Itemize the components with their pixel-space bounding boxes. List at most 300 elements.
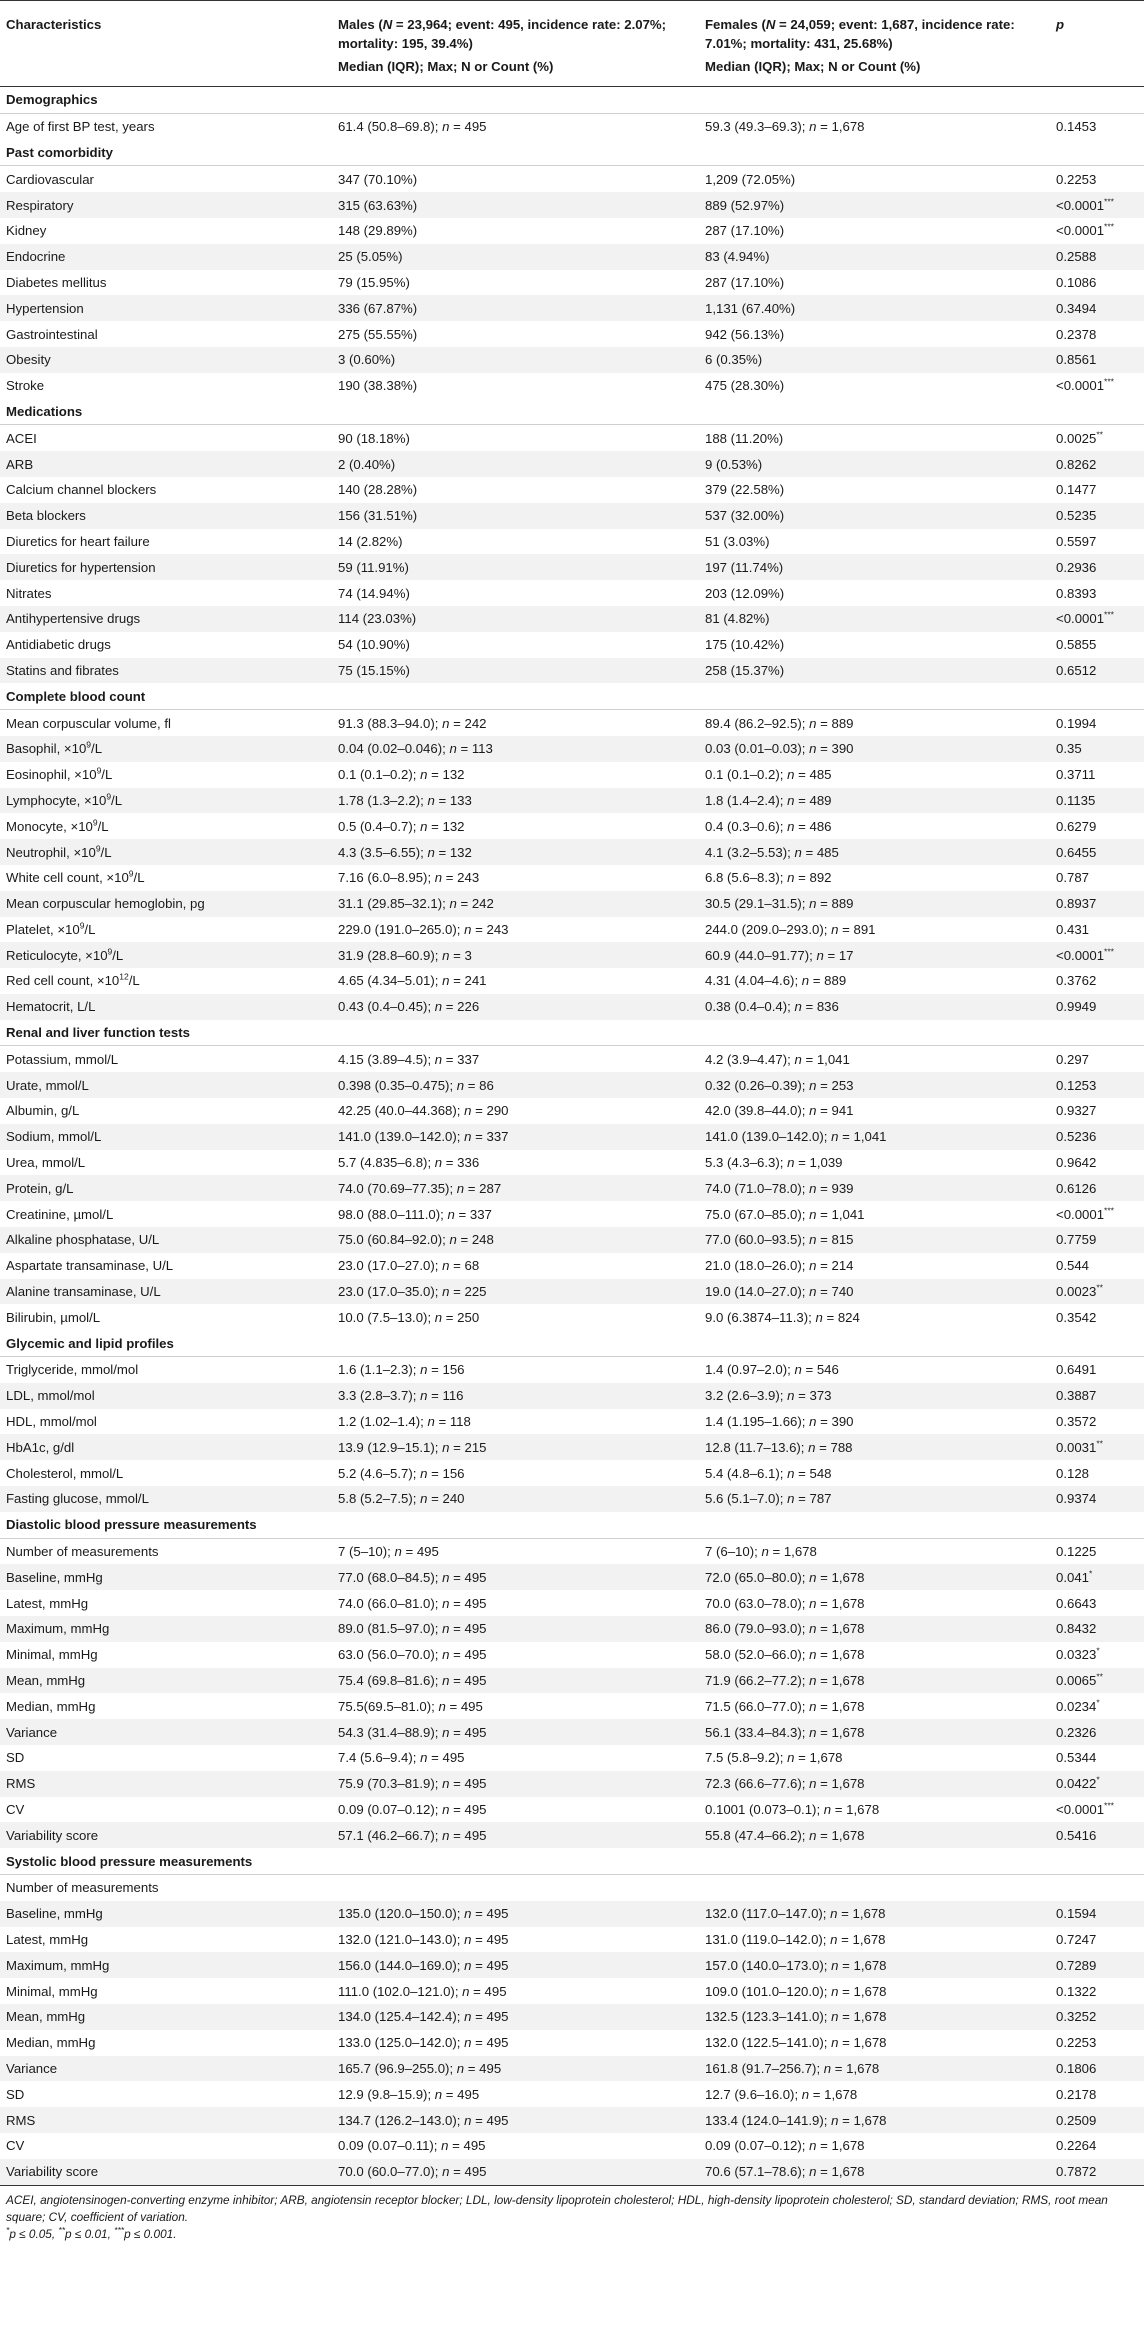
cell-males: 54.3 (31.4–88.9); n = 495: [338, 1724, 487, 1740]
cell-males: 4.3 (3.5–6.55); n = 132: [338, 844, 472, 860]
cell-characteristic: Reticulocyte, $\times 10^9/L$: [6, 946, 124, 963]
cell-females: 475 (28.30%): [705, 378, 785, 394]
cell-females: 30.5 (29.1–31.5); n = 889: [705, 896, 854, 912]
table-row: [0, 2081, 1144, 2107]
section-header: [0, 683, 1144, 709]
table-row: [0, 270, 1144, 296]
cell-characteristic: Hypertension: [6, 300, 84, 316]
cell-characteristic: Lymphocyte, $\times 10^9/L$: [6, 791, 123, 808]
cell-characteristic: Latest, mmHg: [6, 1595, 89, 1611]
cell-males: 4.15 (3.89–4.5); n = 337: [338, 1051, 480, 1067]
cell-females: 89.4 (86.2–92.5); n = 889: [705, 715, 854, 731]
section-header: [0, 1512, 1144, 1538]
cell-p-value: 0.7759: [1056, 1232, 1097, 1248]
cell-females: 81 (4.82%): [705, 611, 770, 627]
table-row: [0, 2133, 1144, 2159]
cell-females: 9.0 (6.3874–11.3); n = 824: [705, 1309, 860, 1325]
cell-p-value: 0.1806: [1056, 2060, 1097, 2076]
table-row: [0, 968, 1144, 994]
cell-characteristic: Alkaline phosphatase, U/L: [6, 1232, 160, 1248]
table-row: [0, 632, 1144, 658]
cell-females: 77.0 (60.0–93.5); n = 815: [705, 1232, 854, 1248]
section-header: [0, 87, 1144, 114]
cell-females: 4.31 (4.04–4.6); n = 889: [705, 973, 847, 989]
cell-p-value: 0.9327: [1056, 1103, 1097, 1119]
cell-males: 7.4 (5.6–9.4); n = 495: [338, 1750, 465, 1766]
table-row: [0, 1745, 1144, 1771]
cell-males: 165.7 (96.9–255.0); n = 495: [338, 2060, 502, 2076]
table-row: [0, 1668, 1144, 1694]
cell-males: 31.1 (29.85–32.1); n = 242: [338, 896, 494, 912]
cell-females: 379 (22.58%): [705, 482, 785, 498]
cell-p-value: 0.1086: [1056, 274, 1097, 290]
cell-p-value: 0.7289: [1056, 1957, 1097, 1973]
cell-males: 134.0 (125.4–142.4); n = 495: [338, 2009, 509, 2025]
cell-p-value: 0.3887: [1056, 1388, 1097, 1404]
cell-p-value: <0.0001***: [1056, 196, 1114, 213]
table-row: [0, 1822, 1144, 1848]
cell-females: 133.4 (124.0–141.9); n = 1,678: [705, 2112, 887, 2128]
cell-males: 347 (70.10%): [338, 171, 418, 187]
cell-p-value: 0.1253: [1056, 1077, 1097, 1093]
cell-females: 7 (6–10); n = 1,678: [705, 1544, 817, 1560]
cell-females: 55.8 (47.4–66.2); n = 1,678: [705, 1827, 865, 1843]
table-row: [0, 606, 1144, 632]
cell-characteristic: ARB: [6, 456, 34, 472]
cell-females: 0.03 (0.01–0.03); n = 390: [705, 741, 854, 757]
cell-characteristic: Obesity: [6, 352, 51, 368]
cell-characteristic: Albumin, g/L: [6, 1103, 80, 1119]
cell-females: 42.0 (39.8–44.0); n = 941: [705, 1103, 854, 1119]
cell-males: [332, 1874, 699, 1900]
cell-males: 0.1 (0.1–0.2); n = 132: [338, 767, 465, 783]
header-sub-males: Median (IQR); Max; N or Count (%): [338, 59, 554, 74]
cell-females: 72.0 (65.0–80.0); n = 1,678: [705, 1569, 865, 1585]
cell-males: 7.16 (6.0–8.95); n = 243: [338, 870, 480, 886]
cell-females: 132.0 (122.5–141.0); n = 1,678: [705, 2035, 887, 2051]
cell-p-value: 0.2253: [1056, 2035, 1097, 2051]
cell-characteristic: Variability score: [6, 2164, 99, 2180]
cell-p-value: 0.7247: [1056, 1931, 1097, 1947]
cell-characteristic: Variability score: [6, 1827, 99, 1843]
cell-p-value: <0.0001***: [1056, 221, 1114, 239]
cell-p-value: 0.6279: [1056, 818, 1097, 834]
cell-males: 77.0 (68.0–84.5); n = 495: [338, 1569, 487, 1585]
cell-females: 19.0 (14.0–27.0); n = 740: [705, 1284, 854, 1300]
table-row: [0, 1927, 1144, 1953]
table-row: [0, 1978, 1144, 2004]
table-row: [0, 658, 1144, 684]
table-row: [0, 1383, 1144, 1409]
cell-p-value: 0.3711: [1056, 767, 1096, 783]
table-row: [0, 1901, 1144, 1927]
cell-p-value: 0.5236: [1056, 1129, 1097, 1145]
cell-males: 74.0 (66.0–81.0); n = 495: [338, 1595, 487, 1611]
table-row: [0, 554, 1144, 580]
cell-males: 132.0 (121.0–143.0); n = 495: [338, 1931, 509, 1947]
cell-p-value: 0.5235: [1056, 508, 1097, 524]
table-row: [0, 762, 1144, 788]
table-row: [0, 1693, 1144, 1719]
cell-characteristic: Statins and fibrates: [6, 662, 119, 678]
cell-females: 1.8 (1.4–2.4); n = 489: [705, 792, 832, 808]
cell-p-value: 0.0234*: [1056, 1697, 1100, 1714]
cell-males: 75.0 (60.84–92.0); n = 248: [338, 1232, 494, 1248]
section-title: Systolic blood pressure measurements: [0, 1848, 1144, 1874]
cell-males: 5.2 (4.6–5.7); n = 156: [338, 1465, 465, 1481]
section-title: Renal and liver function tests: [0, 1020, 1144, 1046]
cell-males: 31.9 (28.8–60.9); n = 3: [338, 947, 472, 963]
cell-males: 1.2 (1.02–1.4); n = 118: [338, 1414, 471, 1430]
cell-characteristic: Aspartate transaminase, U/L: [6, 1258, 174, 1274]
cell-characteristic: Maximum, mmHg: [6, 1621, 110, 1637]
cell-males: 89.0 (81.5–97.0); n = 495: [338, 1621, 487, 1637]
cell-males: 42.25 (40.0–44.368); n = 290: [338, 1103, 509, 1119]
cell-characteristic: Mean corpuscular volume, fl: [6, 715, 171, 731]
table-row: [0, 1616, 1144, 1642]
cell-p-value: 0.0422*: [1056, 1774, 1100, 1792]
table-row: [0, 942, 1144, 968]
cell-males: 5.8 (5.2–7.5); n = 240: [338, 1491, 465, 1507]
cell-females: 287 (17.10%): [705, 274, 785, 290]
cell-p-value: 0.3542: [1056, 1309, 1097, 1325]
cell-p-value: 0.041*: [1056, 1568, 1093, 1585]
cell-females: 1.4 (1.195–1.66); n = 390: [705, 1414, 854, 1430]
cell-females: 203 (12.09%): [705, 585, 785, 601]
table-row: [0, 113, 1144, 139]
cell-males: 2 (0.40%): [338, 456, 396, 472]
table-row: [0, 994, 1144, 1020]
cell-p-value: 0.0323*: [1056, 1645, 1100, 1663]
cell-p-value: 0.0031**: [1056, 1438, 1103, 1455]
cell-characteristic: Stroke: [6, 378, 45, 394]
table-footnotes: [0, 2186, 1144, 2243]
cell-males: 3 (0.60%): [338, 352, 396, 368]
section-title: Demographics: [0, 87, 1144, 114]
cell-males: 74 (14.94%): [338, 585, 410, 601]
cell-characteristic: Antihypertensive drugs: [6, 611, 141, 627]
cell-males: 0.398 (0.35–0.475); n = 86: [338, 1077, 494, 1093]
cell-characteristic: Platelet, $\times 10^9/L$: [6, 920, 96, 937]
cell-characteristic: Diabetes mellitus: [6, 274, 107, 290]
table-row: [0, 1150, 1144, 1176]
table-row: [0, 373, 1144, 399]
cell-characteristic: CV: [6, 1801, 25, 1817]
table-row: [0, 1952, 1144, 1978]
cell-females: 5.4 (4.8–6.1); n = 548: [705, 1465, 832, 1481]
cell-males: 5.7 (4.835–6.8); n = 336: [338, 1155, 480, 1171]
cell-p-value: 0.5344: [1056, 1750, 1097, 1766]
cell-p-value: 0.787: [1056, 870, 1090, 886]
cell-females: 58.0 (52.0–66.0); n = 1,678: [705, 1647, 865, 1663]
cell-females: 70.0 (63.0–78.0); n = 1,678: [705, 1595, 865, 1611]
cell-characteristic: Mean, mmHg: [6, 1673, 86, 1688]
cell-characteristic: ACEI: [6, 430, 37, 446]
cell-females: 0.4 (0.3–0.6); n = 486: [705, 818, 832, 834]
cell-p-value: 0.2936: [1056, 559, 1097, 575]
cell-p-value: 0.128: [1056, 1465, 1090, 1481]
cell-p-value: 0.8561: [1056, 352, 1097, 368]
cell-females: 0.32 (0.26–0.39); n = 253: [705, 1077, 854, 1093]
cell-females: 21.0 (18.0–26.0); n = 214: [705, 1258, 854, 1274]
table-row: [0, 529, 1144, 555]
cell-p-value: 0.6455: [1056, 844, 1097, 860]
cell-p-value: <0.0001***: [1056, 376, 1114, 394]
cell-p-value: 0.3762: [1056, 973, 1097, 989]
cell-females: 942 (56.13%): [705, 326, 785, 342]
cell-p-value: 0.431: [1056, 921, 1090, 937]
cell-males: 0.04 (0.02–0.046); n = 113: [338, 741, 493, 757]
cell-males: 70.0 (60.0–77.0); n = 495: [338, 2164, 487, 2180]
table-row: [0, 1227, 1144, 1253]
cell-males: 190 (38.38%): [338, 378, 418, 394]
cell-p-value: 0.8262: [1056, 456, 1097, 472]
cell-females: 537 (32.00%): [705, 508, 785, 524]
cell-characteristic: CV: [6, 2138, 25, 2154]
table-row: [0, 192, 1144, 218]
cell-males: 114 (23.03%): [338, 611, 417, 627]
cell-p-value: 0.1453: [1056, 119, 1097, 135]
section-header: [0, 1848, 1144, 1874]
cell-p-value: <0.0001***: [1056, 1800, 1114, 1817]
cell-males: 336 (67.87%): [338, 300, 418, 316]
cell-characteristic: Neutrophil, $\times 10^9/L$: [6, 843, 112, 860]
table-row: [0, 1434, 1144, 1460]
cell-characteristic: Nitrates: [6, 585, 52, 601]
cell-males: 57.1 (46.2–66.7); n = 495: [338, 1827, 487, 1843]
table-row: [0, 1046, 1144, 1072]
cell-females: 109.0 (101.0–120.0); n = 1,678: [705, 1983, 887, 1999]
cell-females: 6.8 (5.6–8.3); n = 892: [705, 870, 832, 886]
cell-females: 3.2 (2.6–3.9); n = 373: [705, 1388, 832, 1404]
table-row: [0, 2030, 1144, 2056]
cell-males: 0.09 (0.07–0.11); n = 495: [338, 2138, 486, 2154]
table-row: [0, 425, 1144, 451]
table-row: [0, 736, 1144, 762]
table-row: [0, 1279, 1144, 1305]
table-header: [0, 1, 1144, 87]
header-females: [699, 1, 1050, 54]
section-title: Glycemic and lipid profiles: [0, 1330, 1144, 1356]
cell-females: 161.8 (91.7–256.7); n = 1,678: [705, 2060, 880, 2076]
cell-females: 6 (0.35%): [705, 352, 763, 368]
cell-males: 229.0 (191.0–265.0); n = 243: [338, 921, 509, 937]
cell-p-value: 0.8393: [1056, 585, 1097, 601]
cell-p-value: 0.6126: [1056, 1180, 1097, 1196]
cell-males: 133.0 (125.0–142.0); n = 495: [338, 2035, 509, 2051]
table-row: [0, 244, 1144, 270]
cell-males: 63.0 (56.0–70.0); n = 495: [338, 1647, 487, 1663]
cell-males: 23.0 (17.0–35.0); n = 225: [338, 1284, 487, 1300]
cell-females: 0.1 (0.1–0.2); n = 485: [705, 767, 832, 783]
cell-males: 1.78 (1.3–2.2); n = 133: [338, 792, 472, 808]
cell-females: 9 (0.53%): [705, 456, 763, 472]
cell-females: 0.1001 (0.073–0.1); n = 1,678: [705, 1801, 880, 1817]
cell-characteristic: Diuretics for hypertension: [6, 559, 156, 575]
header-males-n: N = 23,964; event: 495, incidence rate: 2.07%; mortality: 195, 39.4%): [338, 17, 667, 51]
cell-females: 5.6 (5.1–7.0); n = 787: [705, 1491, 832, 1507]
cell-males: 135.0 (120.0–150.0); n = 495: [338, 1906, 509, 1922]
cell-p-value: 0.2264: [1056, 2138, 1097, 2154]
cell-p-value: 0.5416: [1056, 1827, 1097, 1843]
cell-males: 0.09 (0.07–0.12); n = 495: [338, 1801, 487, 1817]
table-row: [0, 1072, 1144, 1098]
cell-p-value: 0.2253: [1056, 171, 1097, 187]
cell-males: 1.6 (1.1–2.3); n = 156: [338, 1362, 465, 1378]
cell-males: 7 (5–10); n = 495: [338, 1544, 439, 1560]
cell-characteristic: Sodium, mmol/L: [6, 1129, 102, 1145]
cell-characteristic: Kidney: [6, 223, 47, 239]
table-row: [0, 710, 1144, 736]
cell-p-value: 0.1477: [1056, 482, 1097, 498]
cell-characteristic: Alanine transaminase, U/L: [6, 1284, 161, 1300]
cell-p-value: 0.3494: [1056, 300, 1097, 316]
cell-males: 315 (63.63%): [338, 197, 418, 213]
cell-females: 141.0 (139.0–142.0); n = 1,041: [705, 1129, 887, 1145]
table-row: [0, 1642, 1144, 1668]
cell-characteristic: White cell count, $\times 10^9/L$: [6, 868, 145, 886]
cell-characteristic: Number of measurements: [6, 1880, 159, 1896]
table-row: [0, 295, 1144, 321]
table-row: [0, 1564, 1144, 1590]
table-row: [0, 1797, 1144, 1823]
table-row: [0, 1719, 1144, 1745]
cell-characteristic: Urate, mmol/L: [6, 1077, 89, 1093]
table-row: [0, 2056, 1144, 2082]
header-females-label: Females (: [705, 17, 766, 32]
table-row: [0, 580, 1144, 606]
cell-characteristic: Eosinophil, $\times 10^9/L$: [6, 765, 113, 783]
cell-characteristic: Urea, mmol/L: [6, 1155, 86, 1171]
table-row: [0, 477, 1144, 503]
header-characteristics: Characteristics: [6, 17, 102, 32]
cell-females: 287 (17.10%): [705, 223, 785, 239]
cell-p-value: 0.6643: [1056, 1595, 1097, 1611]
cell-characteristic: Number of measurements: [6, 1544, 159, 1560]
cell-males: 141.0 (139.0–142.0); n = 337: [338, 1129, 509, 1145]
cell-characteristic: RMS: [6, 2112, 36, 2128]
cell-characteristic: Creatinine, µmol/L: [6, 1206, 114, 1222]
cell-characteristic: SD: [6, 2086, 25, 2102]
header-sub-females: Median (IQR); Max; N or Count (%): [705, 59, 921, 74]
cell-females: 70.6 (57.1–78.6); n = 1,678: [705, 2164, 865, 2180]
cell-characteristic: HbA1c, g/dl: [6, 1439, 75, 1455]
cell-p-value: 0.9949: [1056, 999, 1097, 1015]
cell-females: 71.9 (66.2–77.2); n = 1,678: [705, 1673, 865, 1688]
cell-females: 258 (15.37%): [705, 662, 785, 678]
cell-p-value: 0.5855: [1056, 637, 1097, 653]
cell-p-value: 0.9374: [1056, 1491, 1097, 1507]
cell-males: 0.43 (0.4–0.45); n = 226: [338, 999, 480, 1015]
cell-females: 56.1 (33.4–84.3); n = 1,678: [705, 1724, 865, 1740]
header-females-n: N = 24,059; event: 1,687, incidence rate: 7.01%; mortality: 431, 25.68%): [705, 17, 1015, 51]
header-sub-p-empty: [1050, 53, 1144, 87]
cell-p-value: 0.3252: [1056, 2009, 1097, 2025]
table-row: [0, 1175, 1144, 1201]
table-row: [0, 2004, 1144, 2030]
cell-females: 60.9 (44.0–91.77); n = 17: [705, 947, 854, 963]
table-row: [0, 813, 1144, 839]
cell-males: 4.65 (4.34–5.01); n = 241: [338, 973, 487, 989]
table-row: [0, 1771, 1144, 1797]
cell-p-value: <0.0001***: [1056, 609, 1114, 627]
cell-males: 134.7 (126.2–143.0); n = 495: [338, 2112, 509, 2128]
cell-p-value: 0.1135: [1056, 792, 1096, 808]
cell-characteristic: Beta blockers: [6, 508, 86, 524]
significance-note: *p ≤ 0.05, **p ≤ 0.01, ***p ≤ 0.001.: [6, 2224, 177, 2241]
cell-males: 13.9 (12.9–15.1); n = 215: [338, 1439, 487, 1455]
cell-p-value: 0.2509: [1056, 2112, 1097, 2128]
cell-females: 5.3 (4.3–6.3); n = 1,039: [705, 1155, 843, 1171]
cell-females: 244.0 (209.0–293.0); n = 891: [705, 921, 876, 937]
cell-characteristic: Baseline, mmHg: [6, 1906, 103, 1922]
cell-females: 74.0 (71.0–78.0); n = 939: [705, 1180, 854, 1196]
cell-females: 1,131 (67.40%): [705, 300, 796, 316]
table-row: [0, 917, 1144, 943]
cell-females: 157.0 (140.0–173.0); n = 1,678: [705, 1957, 887, 1973]
cell-p-value: 0.1322: [1056, 1983, 1097, 1999]
cell-characteristic: Cardiovascular: [6, 171, 94, 187]
cell-males: 75.9 (70.3–81.9); n = 495: [338, 1776, 487, 1792]
cell-females: 197 (11.74%): [705, 559, 784, 575]
cell-characteristic: Protein, g/L: [6, 1180, 74, 1196]
cell-females: 59.3 (49.3–69.3); n = 1,678: [705, 119, 865, 135]
table-body: [0, 87, 1144, 2186]
cell-p-value: 0.6512: [1056, 662, 1097, 678]
cell-p-value: 0.8937: [1056, 896, 1097, 912]
cell-characteristic: SD: [6, 1750, 25, 1766]
cell-females: 1.4 (0.97–2.0); n = 546: [705, 1362, 839, 1378]
table-row: [0, 839, 1144, 865]
section-header: [0, 140, 1144, 166]
cell-females: 4.2 (3.9–4.47); n = 1,041: [705, 1051, 850, 1067]
cell-males: 140 (28.28%): [338, 482, 418, 498]
cell-characteristic: HDL, mmol/mol: [6, 1414, 97, 1430]
cell-males: 79 (15.95%): [338, 274, 410, 290]
cell-characteristic: Bilirubin, µmol/L: [6, 1309, 101, 1325]
cell-males: 75 (15.15%): [338, 662, 410, 678]
table-row: [0, 1201, 1144, 1227]
table-row: [0, 1253, 1144, 1279]
cell-characteristic: LDL, mmol/mol: [6, 1388, 95, 1404]
cell-males: 156.0 (144.0–169.0); n = 495: [338, 1957, 509, 1973]
cell-males: 275 (55.55%): [338, 326, 418, 342]
cell-p-value: 0.9642: [1056, 1155, 1097, 1171]
table-row: [0, 218, 1144, 244]
cell-p-value: 0.2378: [1056, 326, 1097, 342]
cell-females: 175 (10.42%): [705, 637, 785, 653]
cell-p-value: 0.2326: [1056, 1724, 1097, 1740]
cell-p-value: 0.35: [1056, 741, 1082, 757]
cell-females: 51 (3.03%): [705, 533, 770, 549]
cell-characteristic: Calcium channel blockers: [6, 482, 157, 498]
cell-p-value: [1050, 1874, 1144, 1900]
table-row: [0, 2159, 1144, 2185]
cell-p-value: 0.0065**: [1056, 1671, 1103, 1688]
cell-females: 132.5 (123.3–141.0); n = 1,678: [705, 2009, 887, 2025]
cell-characteristic: Variance: [6, 1724, 58, 1740]
cell-females: [699, 1874, 1050, 1900]
table-row: [0, 1590, 1144, 1616]
cell-characteristic: Triglyceride, mmol/mol: [6, 1362, 139, 1378]
cell-characteristic: Age of first BP test, years: [6, 119, 155, 135]
table-row: [0, 1304, 1144, 1330]
cell-females: 131.0 (119.0–142.0); n = 1,678: [705, 1931, 886, 1947]
cell-males: 23.0 (17.0–27.0); n = 68: [338, 1258, 480, 1274]
table-row: [0, 1460, 1144, 1486]
cell-characteristic: Potassium, mmol/L: [6, 1051, 119, 1067]
cell-characteristic: RMS: [6, 1776, 36, 1792]
